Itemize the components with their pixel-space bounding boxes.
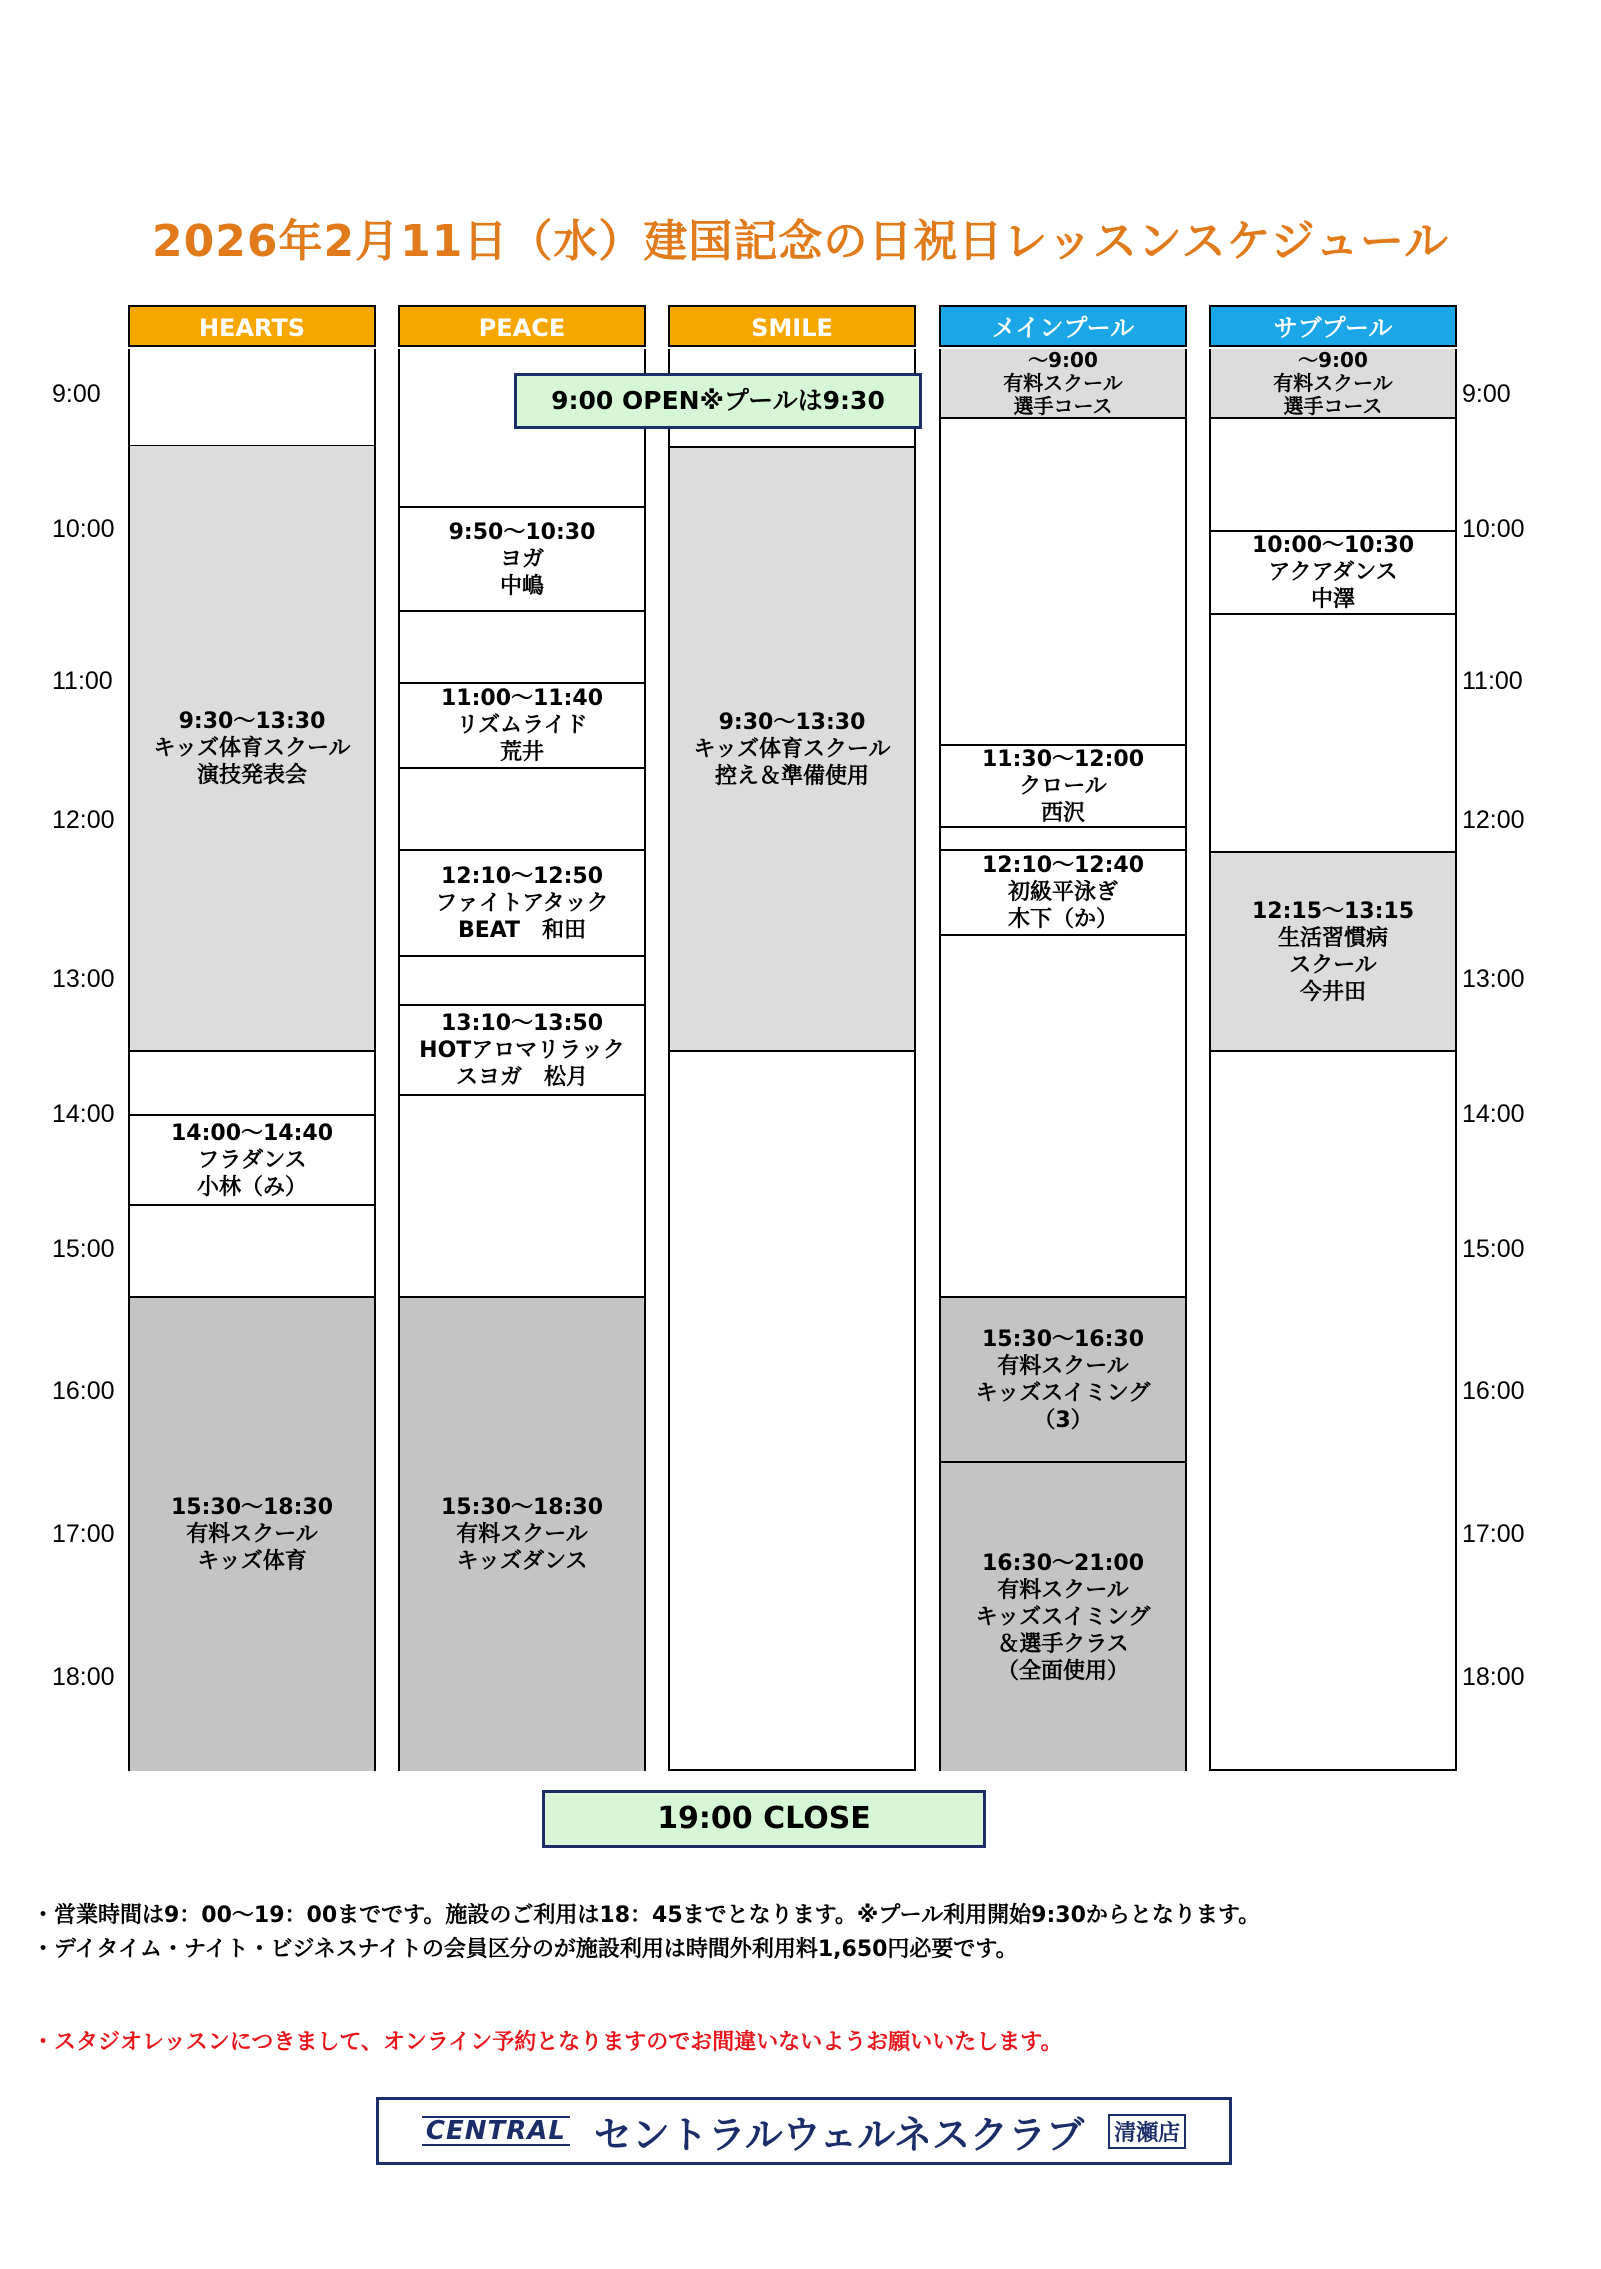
time-label: 15:00 [1462, 1235, 1525, 1263]
lesson-line: 有料スクール [456, 1522, 588, 1547]
lesson-time: 10:00〜10:30 [1251, 533, 1415, 558]
lesson-line: 有料スクール [997, 1353, 1129, 1379]
lesson-line: 有料スクール [186, 1522, 318, 1547]
lesson-time: 12:15〜13:15 [1251, 898, 1415, 924]
time-label: 10:00 [1462, 515, 1525, 543]
lesson-line: 有料スクール [1273, 370, 1393, 395]
note-line: ・営業時間は9：00〜19：00までです。施設のご利用は18：45までとなります。※プール利用開始9:30からとなります。 [32, 1903, 1261, 1928]
lesson-line: ＆選手クラス [997, 1631, 1129, 1657]
lesson-line: アクアダンス [1268, 560, 1398, 585]
lesson-time: 〜9:00 [1028, 347, 1098, 372]
lesson-line: 小林（み） [196, 1174, 307, 1200]
column-body [128, 349, 376, 1771]
lesson-time: 15:30〜16:30 [981, 1326, 1145, 1352]
lesson-line: 選手コース [1283, 393, 1383, 418]
lesson-time: 15:30〜18:30 [440, 1495, 604, 1520]
lesson-line: 今井田 [1299, 979, 1366, 1005]
column-body [398, 349, 646, 1771]
column-sub-pool [1209, 305, 1457, 1005]
lesson-time: 9:30〜13:30 [718, 709, 866, 735]
page-title: 2026年2月11日（水）建国記念の日祝日レッスンスケジュール [152, 216, 1449, 267]
time-label: 13:00 [1462, 965, 1525, 993]
lesson-time: 11:30〜12:00 [981, 746, 1145, 772]
column-hearts [128, 305, 376, 1574]
lesson-time: 9:30〜13:30 [178, 708, 326, 734]
lesson-block[interactable] [130, 1116, 374, 1206]
lesson-line: 木下（か） [1007, 907, 1118, 932]
branch-name: 清瀬店 [1108, 2114, 1186, 2149]
lesson-line: スクール [1289, 952, 1377, 978]
column-main-pool [939, 305, 1187, 1684]
column-body [939, 349, 1187, 1771]
column-header: HEARTS [128, 305, 376, 347]
time-label: 11:00 [52, 667, 113, 695]
column-header: サブプール [1209, 305, 1457, 347]
lesson-block[interactable] [941, 1463, 1185, 1771]
time-label: 15:00 [52, 1235, 115, 1263]
time-label: 12:00 [1462, 806, 1525, 834]
lesson-line: スヨガ 松月 [455, 1064, 588, 1090]
lesson-block[interactable] [1211, 349, 1455, 419]
lesson-block[interactable] [670, 446, 914, 1052]
column-body [668, 349, 916, 1771]
lesson-line: （全面使用） [996, 1658, 1129, 1684]
lesson-time: 12:10〜12:40 [981, 853, 1145, 878]
lesson-line: 演技発表会 [196, 762, 307, 788]
time-label: 17:00 [1462, 1520, 1525, 1548]
lesson-line: リズムライド [456, 713, 588, 738]
lesson-block[interactable] [400, 1004, 644, 1096]
lesson-line: ヨガ [499, 546, 544, 572]
lesson-block[interactable] [400, 682, 644, 769]
club-name: セントラルウェルネスクラブ [593, 2112, 1085, 2157]
lesson-line: キッズダンス [456, 1549, 588, 1574]
time-label: 18:00 [1462, 1663, 1525, 1691]
column-header: メインプール [939, 305, 1187, 347]
lesson-line: 中嶋 [499, 573, 544, 599]
time-label: 16:00 [1462, 1377, 1525, 1405]
lesson-line: キッズスイミング [975, 1604, 1151, 1630]
lesson-line: 中澤 [1310, 587, 1355, 612]
lesson-line: 選手コース [1013, 393, 1113, 418]
lesson-time: 12:10〜12:50 [440, 863, 604, 889]
lesson-line: キッズスイミング [975, 1380, 1151, 1406]
open-banner: 9:00 OPEN※プールは9:30 [514, 373, 922, 429]
lesson-line: 荒井 [499, 740, 544, 765]
lesson-line: 有料スクール [1003, 370, 1123, 395]
lesson-time: 11:00〜11:40 [440, 686, 604, 711]
lesson-time: 9:50〜10:30 [448, 519, 596, 545]
lesson-block[interactable] [130, 446, 374, 1052]
red-note: ・スタジオレッスンにつきまして、オンライン予約となりますのでお間違いないようお願いいたします。 [32, 2030, 1063, 2055]
brand-mark: CENTRAL [422, 2116, 570, 2146]
lesson-line: 有料スクール [997, 1577, 1129, 1603]
lesson-line: 控え＆準備使用 [714, 763, 869, 789]
time-label: 17:00 [52, 1520, 115, 1548]
lesson-time: 13:10〜13:50 [440, 1010, 604, 1036]
lesson-time: 〜9:00 [1298, 347, 1368, 372]
lesson-line: フラダンス [197, 1147, 307, 1173]
column-peace [398, 305, 646, 1574]
time-label: 14:00 [1462, 1100, 1525, 1128]
lesson-time: 16:30〜21:00 [981, 1550, 1145, 1576]
lesson-line: クロール [1019, 773, 1107, 799]
lesson-block[interactable] [400, 506, 644, 612]
lesson-time: 14:00〜14:40 [170, 1120, 334, 1146]
lesson-line: キッズ体育スクール [693, 736, 891, 762]
close-banner: 19:00 CLOSE [542, 1790, 986, 1848]
time-label: 11:00 [1462, 667, 1523, 695]
lesson-block[interactable] [941, 1296, 1185, 1463]
lesson-line: BEAT 和田 [457, 917, 587, 943]
lesson-line: キッズ体育スクール [153, 735, 351, 761]
lesson-block[interactable] [1211, 530, 1455, 615]
lesson-block[interactable] [1211, 851, 1455, 1052]
lesson-block[interactable] [941, 849, 1185, 936]
column-body [1209, 349, 1457, 1771]
time-label: 14:00 [52, 1100, 115, 1128]
column-header: PEACE [398, 305, 646, 347]
lesson-time: 15:30〜18:30 [170, 1495, 334, 1520]
lesson-line: 初級平泳ぎ [1007, 880, 1118, 905]
lesson-line: （3） [1033, 1407, 1093, 1433]
lesson-line: HOTアロマリラック [419, 1037, 625, 1063]
time-label: 9:00 [1462, 380, 1511, 408]
column-header: SMILE [668, 305, 916, 347]
time-label: 18:00 [52, 1663, 115, 1691]
note-line: ・デイタイム・ナイト・ビジネスナイトの会員区分のが施設利用は時間外利用料1,650円必要です。 [32, 1937, 1018, 1962]
lesson-line: 西沢 [1040, 800, 1085, 826]
lesson-block[interactable] [400, 849, 644, 957]
time-label: 13:00 [52, 965, 115, 993]
lesson-line: ファイトアタック [435, 890, 609, 916]
time-label: 16:00 [52, 1377, 115, 1405]
lesson-line: キッズ体育 [197, 1549, 307, 1574]
lesson-block[interactable] [130, 1296, 374, 1771]
lesson-block[interactable] [400, 1296, 644, 1771]
club-logo [376, 2097, 1232, 2165]
time-label: 12:00 [52, 806, 115, 834]
lesson-line: 生活習慣病 [1277, 925, 1388, 951]
lesson-block[interactable] [941, 744, 1185, 828]
time-label: 9:00 [52, 380, 101, 408]
lesson-block[interactable] [941, 349, 1185, 419]
time-label: 10:00 [52, 515, 115, 543]
